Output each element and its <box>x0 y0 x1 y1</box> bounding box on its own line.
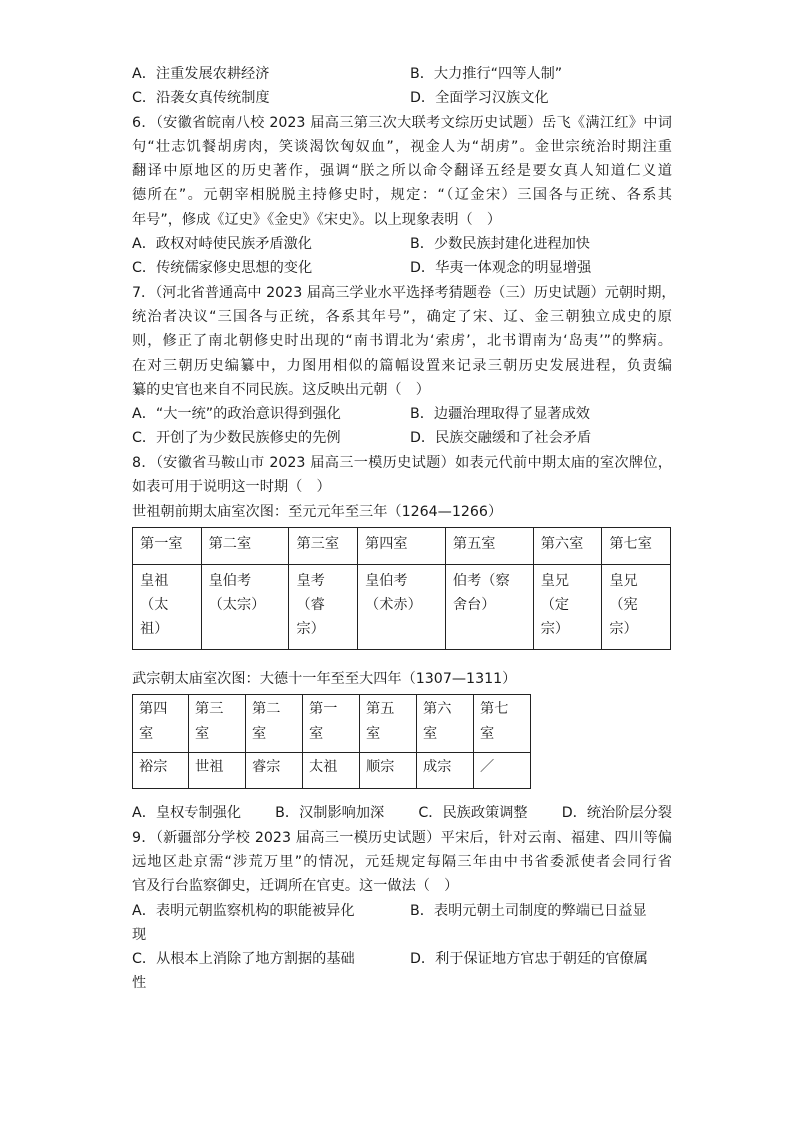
table2-header-line: 第五 <box>366 701 395 718</box>
table1-cell <box>201 565 289 650</box>
table2-header-line: 第三 <box>195 701 224 718</box>
table1-cell-fragment: （ <box>296 597 311 614</box>
question-8 <box>132 451 672 826</box>
table1-cell-line: 皇祖 <box>140 573 169 590</box>
q8-stem-line: 8．（安徽省马鞍山市 2023 届高三一模历史试题）如表元代前中期太庙的室次牌位， <box>132 454 672 471</box>
q9-option-c-wrap: 性 <box>132 975 147 992</box>
table2-header-line: 第二 <box>252 701 281 718</box>
table1-header-cell: 第五室 <box>445 528 533 565</box>
table1-cell-line <box>296 593 357 617</box>
table1-cell-fragment: 宪 <box>623 597 638 614</box>
table2-header-line: 第六 <box>423 701 452 718</box>
question-9 <box>132 826 672 996</box>
q9-option-b: B．表明元朝土司制度的弊端已日益显 <box>410 902 647 919</box>
q7-options-row-2 <box>132 426 672 450</box>
table2-header-cell <box>474 695 531 753</box>
table1-header-cell: 第四室 <box>358 528 446 565</box>
q7-stem-line: 纂的史官也来自不同民族。这反映出元朝（ ） <box>132 381 430 398</box>
table1-cell-fragment: （ <box>609 597 624 614</box>
q7-option-a: A．“大一统”的政治意识得到强化 <box>132 406 341 423</box>
q5-options-row-1 <box>132 62 672 86</box>
table2-header-line: 室 <box>309 726 324 743</box>
q6-option-b: B．少数民族封建化进程加快 <box>410 236 590 253</box>
table2-header-line: 室 <box>366 726 381 743</box>
q9-stem-line: 远地区赴京需“涉荒万里”的情况，元廷规定每隔三年由中书省委派使者会同行省 <box>132 853 672 870</box>
table1-cell <box>133 565 202 650</box>
q6-option-a: A．政权对峙使民族矛盾激化 <box>132 236 312 253</box>
q7-option-d: D．民族交融缓和了社会矛盾 <box>410 430 592 447</box>
table1-cell-line: 皇考 <box>296 573 325 590</box>
table1-cell-line: （太宗） <box>208 597 266 614</box>
q6-options-row-1 <box>132 232 672 256</box>
q9-option-c: C．从根本上消除了地方割据的基础 <box>132 951 355 968</box>
table1-cell <box>445 565 533 650</box>
q5-option-c: C．沿袭女真传统制度 <box>132 90 270 107</box>
table2-cell: 世祖 <box>189 753 246 789</box>
q9-stem-line: 9．（新疆部分学校 2023 届高三一模历史试题）平宋后，针对云南、福建、四川等偏 <box>132 829 672 846</box>
table2-header-cell <box>189 695 246 753</box>
q9-options-row-2 <box>132 947 672 971</box>
q5-option-b: B．大力推行“四等人制” <box>410 66 563 82</box>
q6-option-d: D．华夷一体观念的明显增强 <box>410 260 592 277</box>
table2-header-cell <box>360 695 417 753</box>
table1-header-cell: 第二室 <box>201 528 289 565</box>
table1-cell-fragment: 定 <box>554 597 570 614</box>
table1-cell-line <box>609 593 670 617</box>
q6-stem-line: 年号”，修成《辽史》《金史》《宋史》。以上现象表明（ ） <box>132 211 502 228</box>
q7-stem-line: 统治者决议“三国各与正统，各系其年号”，确定了宋、辽、金三朝独立成史的原 <box>132 308 672 325</box>
table1-cell-fragment: （ <box>540 597 555 614</box>
q7-option-c: C．开创了为少数民族修史的先例 <box>132 430 341 447</box>
table1-cell-line: 皇兄 <box>540 573 570 590</box>
table1-cell-fragment: 睿 <box>310 597 325 614</box>
table1-header-cell: 第六室 <box>533 528 602 565</box>
table1-cell-line: 舍台） <box>452 597 496 614</box>
q9-option-d: D．利于保证地方官忠于朝廷的官僚属 <box>410 951 648 968</box>
q8-option-a: A．皇权专制强化 <box>132 805 242 822</box>
q7-stem-line: 在对三朝历史编纂中，力图用相似的篇幅设置来记录三朝历史发展进程，负责编 <box>132 357 672 374</box>
table2-cell: 成宗 <box>417 753 474 789</box>
q9-option-a: A．表明元朝监察机构的职能被异化 <box>132 902 355 919</box>
table1-cell-line: （术赤） <box>365 597 422 614</box>
table2-cell: 睿宗 <box>246 753 303 789</box>
table2-header-cell <box>133 695 189 753</box>
table2-caption: 武宗朝太庙室次图：大德十一年至至大四年（1307—1311） <box>132 671 517 688</box>
table1-cell <box>602 565 671 650</box>
q5-option-a: A．注重发展农耕经济 <box>132 66 270 82</box>
table1-cell-line <box>541 593 602 617</box>
table1-cell-line: 祖） <box>140 621 169 638</box>
temple-table-shizu <box>132 527 671 650</box>
table1-cell <box>289 565 358 650</box>
table2-header-line: 室 <box>423 726 438 743</box>
table1-cell-line: 宗） <box>540 621 570 638</box>
table2-header-cell <box>417 695 474 753</box>
table2-cell: 裕宗 <box>133 753 189 789</box>
q8-option-b: B．汉制影响加深 <box>275 805 385 822</box>
question-7 <box>132 281 676 451</box>
table1-cell-line: 伯考（察 <box>452 573 510 590</box>
table1-cell-line: （太 <box>140 597 169 614</box>
table1-cell <box>533 565 602 650</box>
table2-cell: ／ <box>474 753 531 789</box>
table1-caption: 世祖朝前期太庙室次图：至元元年至三年（1264—1266） <box>132 504 503 521</box>
table2-header-line: 室 <box>480 726 495 743</box>
question-6 <box>132 111 672 281</box>
table1-cell-line: 皇兄 <box>609 573 638 590</box>
table1-cell-line: 皇伯考 <box>365 573 408 590</box>
q6-stem-line: 句“壮志饥餐胡虏肉，笑谈渴饮匈奴血”，视金人为“胡虏”。金世宗统治时期注重 <box>132 138 672 155</box>
table1-cell-line: 宗） <box>609 621 638 638</box>
table1-header-cell: 第七室 <box>602 528 671 565</box>
table2-header-cell <box>246 695 303 753</box>
temple-table-wuzong <box>132 694 531 789</box>
table2-header-line: 室 <box>252 726 267 743</box>
q8-options-row <box>132 801 672 825</box>
table2-header-line: 室 <box>195 726 210 743</box>
q6-options-row-2 <box>132 256 672 280</box>
table2-header-line: 第四 <box>139 701 168 718</box>
q7-stem-line: 则，修正了南北朝修史时出现的“南书谓北为‘索虏’，北书谓南为‘岛夷’”的弊病。 <box>132 333 672 350</box>
table2-cell: 太祖 <box>303 753 360 789</box>
q7-options-row-1 <box>132 402 672 426</box>
q7-option-b: B．边疆治理取得了显著成效 <box>410 406 590 423</box>
q6-option-c: C．传统儒家修史思想的变化 <box>132 260 313 277</box>
table2-header-cell <box>303 695 360 753</box>
table1-header-cell: 第一室 <box>133 528 202 565</box>
q8-option-c: C．民族政策调整 <box>418 805 528 822</box>
table1-header-cell: 第三室 <box>289 528 358 565</box>
table2-header-line: 第七 <box>480 701 509 718</box>
q8-option-d: D．统治阶层分裂 <box>561 805 672 822</box>
q6-stem-line: 翻译中原地区的历史著作，强调“朕之所以命令翻译五经是要女真人知道仁义道 <box>132 163 672 180</box>
q5-options-row-2 <box>132 86 672 110</box>
q9-stem-line: 官及行台监察御史，迁调所在官吏。这一做法（ ） <box>132 878 459 895</box>
exam-page <box>132 62 676 996</box>
q9-options-row-1 <box>132 899 672 923</box>
table2-header-line: 第一 <box>309 701 338 718</box>
q5-option-d: D．全面学习汉族文化 <box>410 90 549 107</box>
table1-cell-line: 宗） <box>296 621 325 638</box>
table1-cell-line: 皇伯考 <box>208 573 252 590</box>
table2-cell: 顺宗 <box>360 753 417 789</box>
q6-stem-line: 德所在”。元朝宰相脱脱主持修史时，规定：“（辽金宋）三国各与正统、各系其 <box>132 187 672 204</box>
q8-stem-line: 如表可用于说明这一时期（ ） <box>132 479 331 496</box>
q9-option-a-wrap: 现 <box>132 926 147 943</box>
q6-stem-line: 6．（安徽省皖南八校 2023 届高三第三次大联考文综历史试题）岳飞《满江红》中词 <box>132 114 672 131</box>
table2-header-line: 室 <box>139 726 154 743</box>
q7-stem-line: 7．（河北省普通高中 2023 届高三学业水平选择考猜题卷（三）历史试题）元朝时期， <box>132 284 676 301</box>
table1-cell <box>358 565 446 650</box>
